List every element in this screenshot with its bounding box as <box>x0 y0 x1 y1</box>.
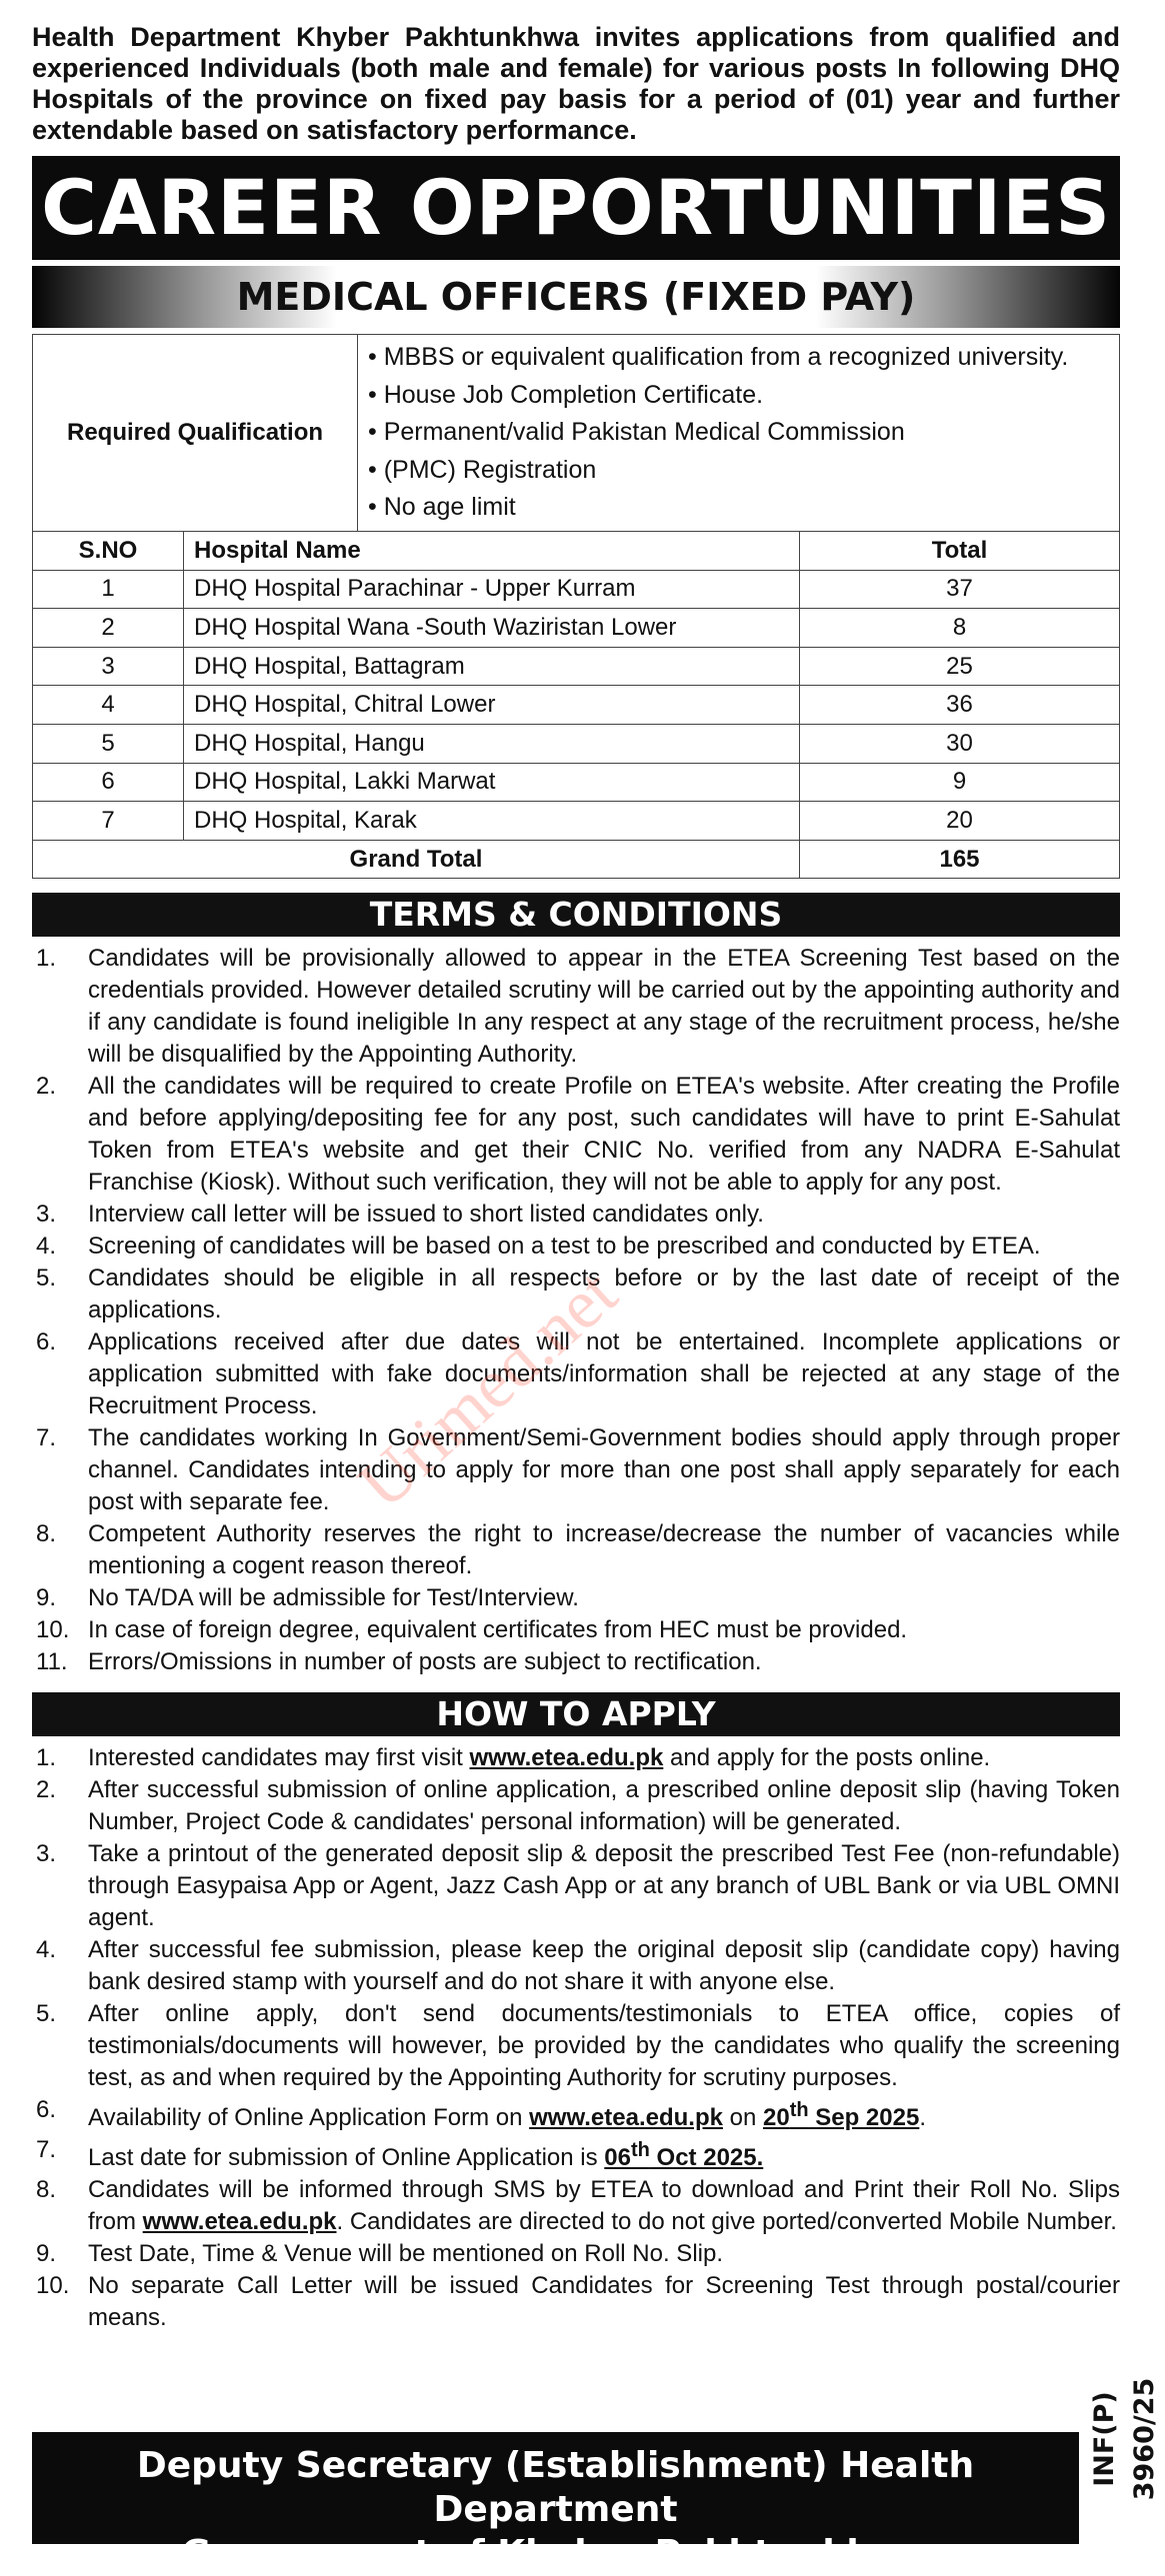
item-text: The candidates working In Government/Semi-Government bodies should apply through proper channel. Candidates intending to apply for more than one post shall apply separately for each post with separate fee. <box>88 1424 1120 1516</box>
cell-total: 30 <box>800 724 1120 763</box>
item-number: 10. <box>36 2272 70 2300</box>
header-total: Total <box>800 531 1120 570</box>
page-title: CAREER OPPORTUNITIES <box>32 156 1120 260</box>
table-header-row <box>33 531 1120 570</box>
intro-paragraph: Health Department Khyber Pakhtunkhwa invites applications from qualified and experienced Individuals (both male and female) for various posts In following DHQ Hospitals of the province on fixed pay basis for a period of (01) year and further extendable based on satisfactory performance. <box>32 22 1120 145</box>
list-item <box>32 1326 1120 1422</box>
list-item <box>32 2270 1120 2334</box>
apply-list <box>32 1742 1120 2334</box>
last-date <box>604 2139 764 2172</box>
apply-title: HOW TO APPLY <box>32 1692 1120 1736</box>
item-number: 3. <box>36 1201 57 1229</box>
cell-sno: 7 <box>33 802 184 841</box>
item-text: Screening of candidates will be based on a test to be prescribed and conducted by ETEA. <box>88 1233 1041 1261</box>
cell-hospital: DHQ Hospital, Karak <box>184 802 800 841</box>
date-rest: Sep 2025 <box>808 2104 920 2132</box>
table-row <box>33 570 1120 609</box>
qualification-item: • MBBS or equivalent qualification from a recognized university. <box>368 343 1069 371</box>
item-text: After successful submission of online application, a prescribed online deposit slip (having Token Number, Project Code & candidates' personal information) will be generated. <box>88 1776 1120 1836</box>
list-item <box>32 2094 1120 2134</box>
item-text: Take a printout of the generated deposit slip & deposit the prescribed Test Fee (non-refundable) through Easypaisa App or Agent, Jazz Cash App or at any branch of UBL Bank or via UBL OMNI agent. <box>88 1840 1120 1932</box>
item-number: 9. <box>36 2240 57 2268</box>
footer-line-2: Government of Khyber Pakhtunkhwa <box>181 2533 930 2574</box>
item-number: 2. <box>36 1073 57 1101</box>
list-item <box>32 943 1120 1071</box>
list-item <box>32 1774 1120 1838</box>
list-item <box>32 1646 1120 1678</box>
cell-sno: 3 <box>33 647 184 686</box>
cell-hospital: DHQ Hospital, Hangu <box>184 724 800 763</box>
qualification-item: • Permanent/valid Pakistan Medical Commission <box>368 418 905 447</box>
list-item <box>32 1582 1120 1614</box>
cell-total: 25 <box>800 647 1120 686</box>
list-item <box>32 1199 1120 1231</box>
cell-hospital: DHQ Hospital, Battagram <box>184 647 800 686</box>
list-item <box>32 2134 1120 2174</box>
item-text: After successful fee submission, please keep the original deposit slip (candidate copy) having bank desired stamp with yourself and do not share it with anyone else. <box>88 1936 1120 1996</box>
cell-sno: 2 <box>33 609 184 648</box>
cell-total: 9 <box>800 763 1120 802</box>
table-row <box>33 686 1120 725</box>
qualification-item: • (PMC) Registration <box>368 455 597 484</box>
grand-total-value: 165 <box>800 840 1120 879</box>
cell-hospital: DHQ Hospital, Chitral Lower <box>184 686 800 725</box>
etea-website-link[interactable]: www.etea.edu.pk <box>529 2104 723 2132</box>
item-text: Applications received after due dates will not be entertained. Incomplete applications or application submitted with fake documents/information shall be rejected at any stage of the Recruitment Process. <box>88 1328 1120 1420</box>
item-text: No TA/DA will be admissible for Test/Interview. <box>88 1584 579 1612</box>
item-number: 1. <box>36 1744 57 1772</box>
terms-list <box>32 943 1120 1678</box>
list-item <box>32 2238 1120 2270</box>
item-text: In case of foreign degree, equivalent certificates from HEC must be provided. <box>88 1616 908 1644</box>
item-text: . Candidates are directed to do not give ported/converted Mobile Number. <box>336 2208 1117 2236</box>
item-text: Competent Authority reserves the right to increase/decrease the number of vacancies while mentioning a cogent reason thereof. <box>88 1520 1120 1580</box>
posts-table <box>32 531 1120 879</box>
item-text: No separate Call Letter will be issued Candidates for Screening Test through postal/courier means. <box>88 2272 1120 2332</box>
etea-website-link[interactable]: www.etea.edu.pk <box>469 1744 664 1772</box>
cell-hospital: DHQ Hospital Parachinar - Upper Kurram <box>184 570 800 609</box>
date-suffix: th <box>630 2139 650 2162</box>
item-number: 7. <box>36 2136 57 2164</box>
item-text: on <box>722 2104 763 2132</box>
watermark: Urimed.net <box>344 1255 632 1524</box>
cell-total: 8 <box>800 609 1120 648</box>
qualification-table <box>32 334 1120 532</box>
item-number: 5. <box>36 1265 57 1292</box>
item-text: Last date for submission of Online Application is <box>88 2144 605 2172</box>
date-rest: Oct 2025. <box>649 2144 764 2172</box>
cell-hospital: DHQ Hospital Wana -South Waziristan Lower <box>184 609 800 648</box>
table-row <box>33 647 1120 686</box>
date-day: 20 <box>762 2104 790 2132</box>
cell-total: 20 <box>800 802 1120 841</box>
date-day: 06 <box>604 2144 631 2172</box>
item-text: Candidates should be eligible in all respects before or by the last date of receipt of the applications. <box>88 1265 1120 1324</box>
item-text: Errors/Omissions in number of posts are subject to rectification. <box>88 1648 762 1676</box>
cell-total: 37 <box>800 570 1120 609</box>
list-item <box>32 1742 1120 1774</box>
post-title: MEDICAL OFFICERS (FIXED PAY) <box>32 266 1120 328</box>
open-date <box>762 2099 920 2132</box>
cell-hospital: DHQ Hospital, Lakki Marwat <box>184 763 800 802</box>
list-item <box>32 1518 1120 1582</box>
cell-sno: 6 <box>33 763 184 802</box>
item-number: 9. <box>36 1584 57 1612</box>
list-item <box>32 2174 1120 2238</box>
item-number: 7. <box>36 1424 57 1452</box>
table-row <box>33 609 1120 648</box>
list-item <box>32 1838 1120 1934</box>
item-text: Interview call letter will be issued to short listed candidates only. <box>88 1201 764 1229</box>
item-text: Test Date, Time & Venue will be mentioned on Roll No. Slip. <box>88 2240 723 2268</box>
advertisement-page <box>32 22 1120 2334</box>
table-row <box>33 724 1120 763</box>
item-text: . <box>919 2104 926 2132</box>
item-text: All the candidates will be required to create Profile on ETEA's website. After creating the Profile and before applying/depositing fee for any post, such candidates will have to print E-Sahulat Token from ETEA's website and get their CNIC No. verified from any NADRA E-Sahulat Franchise (Kiosk). Without such verification, they will not be able to apply for any post. <box>88 1073 1120 1197</box>
cell-sno: 4 <box>33 686 184 725</box>
item-text: Candidates will be informed through SMS by ETEA to download and Print their Roll No. Slips from <box>88 2176 1120 2236</box>
item-number: 6. <box>36 2096 57 2124</box>
footer-signature <box>32 2432 1079 2574</box>
date-suffix: th <box>789 2099 809 2122</box>
item-text: Interested candidates may first visit <box>88 1744 470 1772</box>
inf-code: INF(P) 3960/25 <box>1089 2377 1160 2501</box>
item-number: 4. <box>36 1233 57 1261</box>
item-number: 5. <box>36 2000 57 2028</box>
qualification-list <box>358 335 1120 532</box>
item-text: After online apply, don't send documents/testimonials to ETEA office, copies of testimonials/documents will however, be provided by the candidates who qualify the screening test, as and when required by the Appointing Authority for scrutiny purposes. <box>88 2000 1120 2092</box>
grand-total-row <box>33 840 1120 879</box>
item-number: 4. <box>36 1936 57 1964</box>
list-item <box>32 1998 1120 2094</box>
cell-total: 36 <box>800 686 1120 725</box>
item-number: 8. <box>36 1520 57 1548</box>
item-number: 3. <box>36 1840 57 1868</box>
item-number: 11. <box>36 1648 68 1676</box>
header-sno: S.NO <box>33 531 184 570</box>
list-item <box>32 1263 1120 1326</box>
item-text: Candidates will be provisionally allowed to appear in the ETEA Screening Test based on the credentials provided. However detailed scrutiny will be carried out by the appointing authority and if any candidate is found ineligible In any respect at any stage of the recruitment process, he/she will be disqualified by the Appointing Authority. <box>88 945 1120 1069</box>
grand-total-label: Grand Total <box>33 840 800 879</box>
etea-website-link[interactable]: www.etea.edu.pk <box>142 2208 337 2236</box>
item-text: Availability of Online Application Form on <box>88 2104 530 2132</box>
item-number: 8. <box>36 2176 57 2204</box>
list-item <box>32 1231 1120 1263</box>
terms-title: TERMS & CONDITIONS <box>32 893 1120 937</box>
qualification-item: • No age limit <box>368 493 516 522</box>
footer-line-1: Deputy Secretary (Establishment) Health Department <box>136 2445 975 2530</box>
list-item <box>32 1422 1120 1518</box>
cell-sno: 1 <box>33 570 184 609</box>
item-number: 6. <box>36 1328 57 1356</box>
item-number: 2. <box>36 1776 57 1804</box>
list-item <box>32 1614 1120 1646</box>
table-row <box>33 802 1120 841</box>
cell-sno: 5 <box>33 724 184 763</box>
qualification-item: • House Job Completion Certificate. <box>368 380 764 409</box>
item-text: and apply for the posts online. <box>663 1744 991 1772</box>
item-number: 1. <box>36 945 57 973</box>
list-item <box>32 1934 1120 1998</box>
header-hospital-name: Hospital Name <box>184 531 800 570</box>
list-item <box>32 1071 1120 1199</box>
item-number: 10. <box>36 1616 70 1644</box>
qualification-label: Required Qualification <box>33 335 358 532</box>
table-row <box>33 763 1120 802</box>
